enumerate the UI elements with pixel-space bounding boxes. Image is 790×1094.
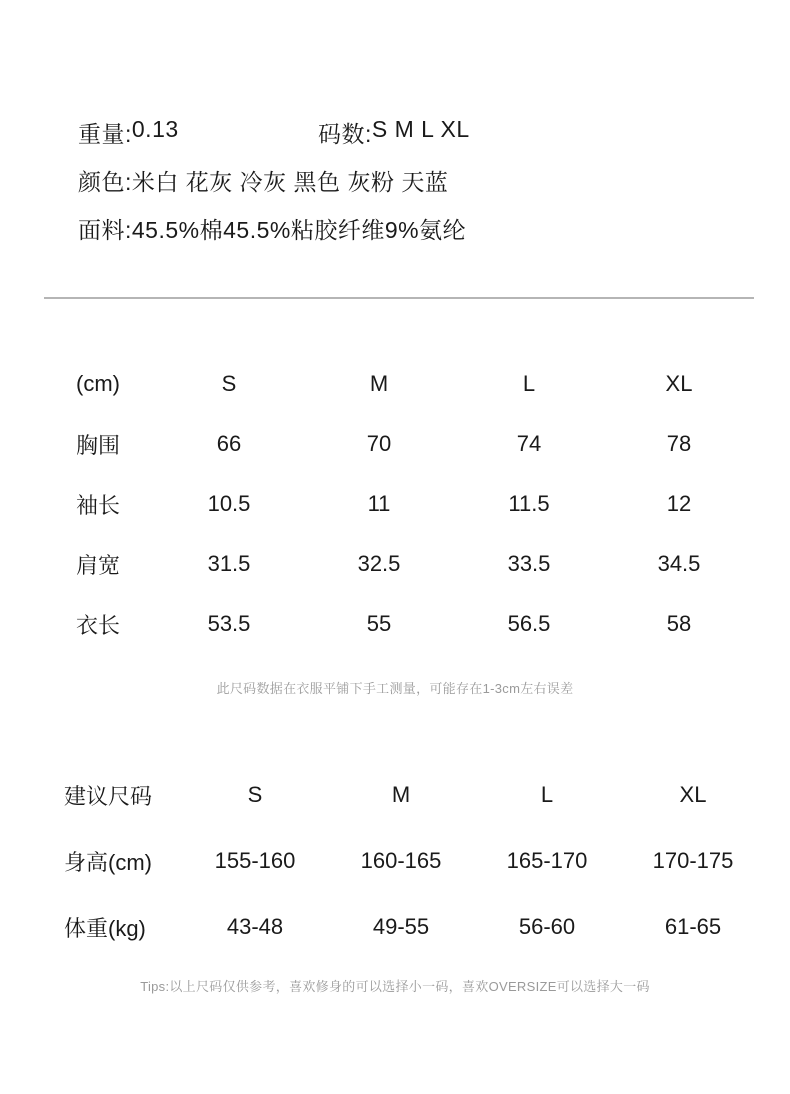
table-row: [64, 828, 766, 894]
size-header-l: L: [522, 371, 536, 396]
color-value: 米白 花灰 冷灰 黑色 灰粉 天蓝: [131, 168, 449, 195]
size-header-l: L: [540, 782, 554, 807]
table-cell: 43-48: [226, 914, 284, 939]
table-cell: 70: [366, 431, 392, 456]
size-header-xl: XL: [665, 371, 693, 396]
table-cell: 32.5: [357, 551, 401, 576]
table-cell: 155-160: [214, 848, 296, 873]
info-row-fabric: [78, 204, 738, 252]
table-cell: 34.5: [657, 551, 701, 576]
table-cell: 49-55: [372, 914, 430, 939]
size-header-m: M: [391, 782, 411, 807]
table-row: [76, 414, 754, 474]
fabric-label: 面料:: [78, 216, 132, 243]
sizes-pair: [318, 116, 618, 149]
weight-pair: [78, 116, 318, 149]
table-cell: 66: [216, 431, 242, 456]
row-label: 袖长: [76, 492, 121, 518]
size-header-s: S: [247, 782, 263, 807]
row-label: 体重(kg): [64, 915, 146, 941]
row-label: 胸围: [76, 432, 121, 458]
size-header-m: M: [369, 371, 389, 396]
row-label: 肩宽: [76, 552, 121, 578]
table-cell: 160-165: [360, 848, 442, 873]
table-row: [76, 474, 754, 534]
tips-note: Tips:以上尺码仅供参考，喜欢修身的可以选择小一码，喜欢OVERSIZE可以选择大一码: [140, 979, 650, 994]
section-divider: [44, 297, 754, 299]
table-cell: 56.5: [507, 611, 551, 636]
table-cell: 31.5: [207, 551, 251, 576]
table-cell: 33.5: [507, 551, 551, 576]
measurement-note: 此尺码数据在衣服平铺下手工测量，可能存在1-3cm左右误差: [216, 681, 574, 696]
row-label: 衣长: [76, 612, 121, 638]
sizes-value: S M L XL: [371, 115, 470, 142]
info-row-color: [78, 156, 738, 204]
table-header-row: [64, 762, 766, 828]
table-cell: 11.5: [508, 491, 550, 516]
size-guide-header: 建议尺码: [64, 783, 153, 809]
sizes-label: 码数:: [318, 120, 372, 147]
table-cell: 11: [367, 491, 391, 516]
table-cell: 55: [366, 611, 392, 636]
table-cell: 53.5: [207, 611, 251, 636]
table-cell: 10.5: [207, 491, 251, 516]
table-row: [76, 534, 754, 594]
table-header-row: [76, 354, 754, 414]
table-row: [64, 894, 766, 960]
table-cell: 61-65: [664, 914, 722, 939]
measurement-table: [76, 354, 754, 654]
table-cell: 58: [666, 611, 692, 636]
table-cell: 56-60: [518, 914, 576, 939]
weight-value: 0.13: [131, 115, 179, 142]
product-info: [78, 108, 738, 252]
fabric-value: 45.5%棉45.5%粘胶纤维9%氨纶: [131, 216, 467, 243]
size-header-s: S: [221, 371, 237, 396]
size-header-xl: XL: [679, 782, 707, 807]
color-label: 颜色:: [78, 168, 132, 195]
table-cell: 165-170: [506, 848, 588, 873]
unit-header: (cm): [76, 371, 120, 396]
size-guide-table: [64, 762, 766, 960]
weight-label: 重量:: [78, 120, 132, 147]
table-cell: 74: [516, 431, 542, 456]
info-row-weight-sizes: [78, 108, 738, 156]
row-label: 身高(cm): [64, 849, 152, 875]
table-cell: 12: [666, 491, 692, 516]
table-row: [76, 594, 754, 654]
table-cell: 170-175: [652, 848, 734, 873]
table-cell: 78: [666, 431, 692, 456]
